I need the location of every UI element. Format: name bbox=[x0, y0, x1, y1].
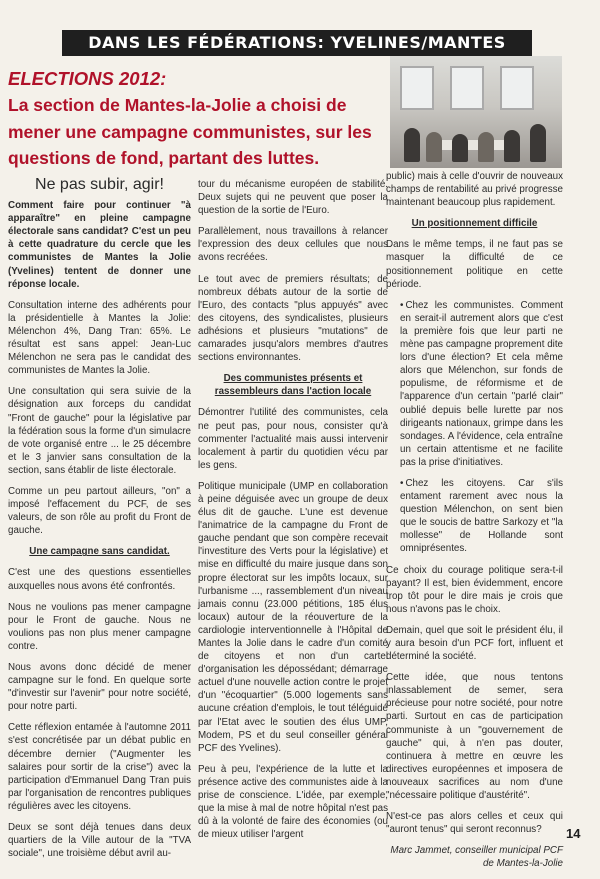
person-figure bbox=[452, 134, 468, 162]
intro-paragraph: Comment faire pour continuer "à apparaître" en pleine campagne électorale sans candidat? C'est un peu à cette quadrature du cercle que les communistes de Mantes la Jolie (Yvelines) tentent de donner une réponse locale. bbox=[8, 200, 191, 290]
paragraph: Démontrer l'utilité des communistes, cela ne peut pas, pour nous, consister qu'à commenter l'actualité mais aussi intervenir localement à partir du quotidien vécu par les gens. bbox=[198, 407, 388, 471]
paragraph: C'est une des questions essentielles auxquelles nous avons été confrontés. bbox=[8, 567, 191, 592]
kicker: ELECTIONS 2012: bbox=[8, 68, 167, 89]
paragraph: Consultation interne des adhérents pour la présidentielle à Mantes la Jolie: Mélenchon 4%, Dang Tran: 65%. Le résultat est sans appel: Jean-Luc Mélenchon ne sera pas le candidat des communistes de Mantes la Jolie. bbox=[8, 299, 191, 377]
person-figure bbox=[478, 132, 494, 162]
section-heading: Des communistes présents et rassembleurs dans l'action locale bbox=[214, 373, 372, 398]
bullet-item bbox=[386, 299, 563, 469]
paragraph: public) mais à celle d'ouvrir de nouveaux champs de rentabilité au privé progresse maintenant beaucoup plus rapidement. bbox=[386, 171, 563, 209]
author-signature: Marc Jammet, conseiller municipal PCF de Mantes-la-Jolie bbox=[390, 845, 563, 870]
bullet-text: Chez les citoyens. Car s'ils entament rarement avec nous la question Mélenchon, on sent bien que le soucis de battre Sarkozy et "la mollesse" de Hollande sont omniprésentes. bbox=[400, 477, 563, 555]
paragraph: tour du mécanisme européen de stabilité. Deux sujets qui ne peuvent que poser la question de la sortie de l'Euro. bbox=[198, 179, 388, 217]
person-figure bbox=[426, 132, 442, 162]
paragraph: Comme un peu partout ailleurs, "on" a imposé l'effacement du PCF, de ses valeurs, de son rôle au profit du Front de gauche. bbox=[8, 485, 191, 537]
paragraph: Ce choix du courage politique sera-t-il payant? Il est, bien évidemment, encore trop tôt pour le dire mais je crois que nous n'avons pas le choix. bbox=[386, 564, 563, 615]
subheading: Ne pas subir, agir! bbox=[35, 176, 164, 193]
bullet-text: Chez les communistes. Comment en serait-il autrement alors que c'est la première fois que leur parti ne mène pas campagne proprement dite lors d'une élection? Et cela même alors que Mélenchon, sur fonds de populisme, de réformisme et de l'apparence d'un certain "parlé clair" oublié depuis belle lurette par nos dirigeants nationaux, grimpe dans les sondages. A l'évidence, cela entraîne un certain attentisme et ne facilite pas la prise d'initiatives. bbox=[400, 299, 563, 468]
paragraph: Le tout avec de premiers résultats; de nombreux débats autour de la sortie de l'Euro, des contacts "plus appuyés" avec des citoyens, des syndicalistes, plusieurs adhésions et plusieurs "mutations" de camarades jusqu'alors membres d'autres sections environnantes. bbox=[198, 273, 388, 364]
person-figure bbox=[504, 130, 520, 162]
paragraph: Cette idée, que nous tentons inlassablement de semer, sera précieuse pour notre société, pour notre parti. Surtout en cas de participation communiste à un "gouvernement de gauche" qui, à n'en pas douter, continuera à mettre en œuvre les directives européennes et imposera de nouveaux sacrifices au nom d'une "nécessaire politique d'austérité". bbox=[386, 672, 563, 802]
paragraph: Une consultation qui sera suivie de la désignation aux forceps du candidat "Front de gauche" pour la législative par la fédération sous la forme d'un simulacre de vote organisé entre ... le 25 décembre et le 3 janvier sans consultation de la section, sans établir de liste électorale. bbox=[8, 386, 191, 476]
paragraph: Peu à peu, l'expérience de la lutte et la présence active des communistes aide à la prise de conscience. L'idée, par exemple, que la mise à mal de notre hôpital n'est pas dû à la volonté de faire des économies (ou de mieux utiliser l'argent bbox=[198, 763, 388, 841]
section-heading: Un positionnement difficile bbox=[411, 218, 538, 230]
page-number: 14 bbox=[566, 826, 581, 841]
column-2 bbox=[198, 178, 388, 849]
article-headline: La section de Mantes-la-Jolie a choisi de mener une campagne communistes, sur les questions de fond, partant des luttes. bbox=[8, 95, 372, 168]
paragraph: Politique municipale (UMP en collaboration à peine déguisée avec un groupe de deux élus dit de gauche. L'une est devenue l'animatrice de la campagne du Front de gauche pendant que son compère recevait l'investiture des Verts pour la législative) et mise en difficulté du maire jusque dans son propre électorat sur les impôts locaux, sur l'urbanisme ..., rassemblement d'un niveau jamais connu (23.000 pétitions, 185 élus locaux) autour de la réouverture de la cardiologie interventionnelle à l'Hôpital de Mantes la Jolie dans le cadre d'un comité de citoyens et non d'un cartel d'organisation les dépossédant; démarrage actuel d'une nouvelle action contre le projet d'un "écoquartier" (5.000 logements sans aucune création d'emplois, le tout téléguidé par l'Etat avec le soutien des élus UMP, Modem, PS et du seul conseiller général PCF des Yvelines). bbox=[198, 480, 388, 754]
section-heading: Une campagne sans candidat. bbox=[29, 546, 170, 558]
paragraph: Nous avons donc décidé de mener campagne sur le fond. En quelque sorte "d'investir sur l'avenir" pour notre société, pour notre parti. bbox=[8, 662, 191, 713]
person-figure bbox=[404, 128, 420, 162]
window-shape bbox=[400, 66, 434, 110]
paragraph: Nous ne voulions pas mener campagne pour le Front de gauche. Nous ne voulions pas non plus mener campagne contre. bbox=[8, 601, 191, 652]
section-banner: DANS LES FÉDÉRATIONS: YVELINES/MANTES bbox=[62, 30, 532, 56]
column-3 bbox=[386, 170, 563, 879]
window-shape bbox=[450, 66, 484, 110]
paragraph: Cette réflexion entamée à l'automne 2011 s'est concrétisée par un débat public en décembre dernier ("Augmenter les salaires pour sortir de la crise") avec la participation d'Emmanuel Dang Tran puis par l'organisation de rencontres publiques régulières avec les citoyens. bbox=[8, 722, 191, 812]
paragraph: Parallèlement, nous travaillons à relancer l'expression des deux cellules que nous avons recréées. bbox=[198, 226, 388, 264]
paragraph: Dans le même temps, il ne faut pas se masquer la difficulté de ce positionnement politique en cette période. bbox=[386, 239, 563, 290]
paragraph: N'est-ce pas alors celles et ceux qui "auront tenus" qui seront reconnus? bbox=[386, 811, 563, 836]
person-figure bbox=[530, 124, 546, 162]
meeting-photo bbox=[390, 56, 562, 168]
paragraph: Deux se sont déjà tenues dans deux quartiers de la Ville autour de la "TVA sociale", une troisième début avril au- bbox=[8, 822, 191, 860]
bullet-item bbox=[386, 477, 563, 556]
paragraph: Demain, quel que soit le président élu, il y aura besoin d'un PCF fort, influent et déterminé la société. bbox=[386, 624, 563, 663]
window-shape bbox=[500, 66, 534, 110]
column-1 bbox=[8, 178, 191, 868]
